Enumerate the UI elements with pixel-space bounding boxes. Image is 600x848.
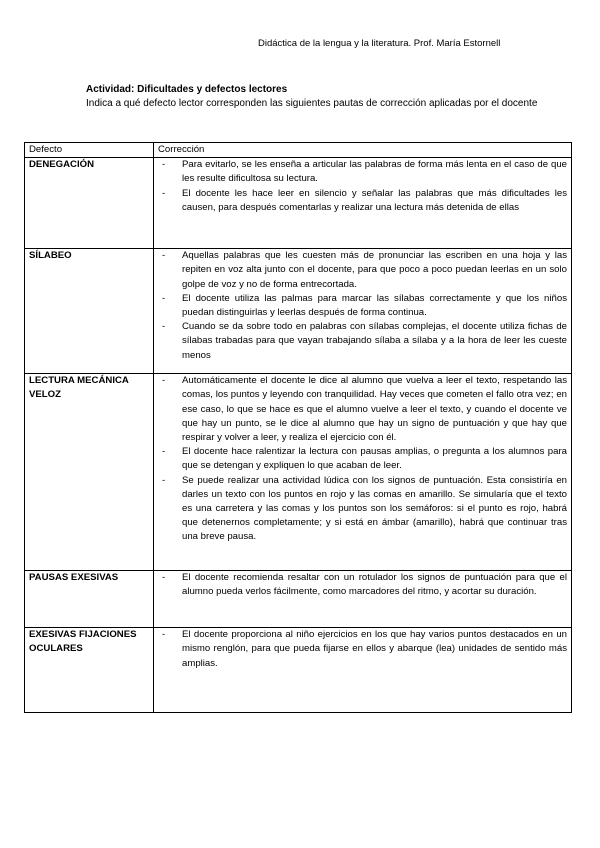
correction-item: - Se puede realizar una actividad lúdica con los signos de puntuación. Esta consistiría en darles un texto con los puntos en rojo y las comas en amarillo. Se simularía que el texto es una carretera y las comas y los puntos son los semáforos: si el punto es rojo, habrá que detenernos completamente; y si está en ámbar (amarillo), habrá que continuar tras una breve pausa. [162, 474, 567, 543]
defect-column-header: Defecto [25, 143, 154, 158]
table-row [25, 571, 572, 628]
correction-item: - El docente utiliza las palmas para marcar las sílabas correctamente y que los niños puedan distinguirlas y leerlas después de forma continua. [162, 292, 567, 319]
correction-item: - El docente les hace leer en silencio y señalar las palabras que más dificultades les causen, para después comentarlas y realizar una lectura más detenida de ellas [162, 187, 567, 213]
table-row [25, 249, 572, 374]
correction-cell [154, 374, 572, 571]
table-header-row [25, 143, 572, 158]
activity-title: Actividad: Dificultades y defectos lectores [86, 84, 288, 95]
defect-name: EXESIVAS FIJACIONES OCULARES [25, 628, 154, 713]
activity-section [86, 83, 566, 111]
defect-name: SÍLABEO [25, 249, 154, 374]
correction-item: - Cuando se da sobre todo en palabras con sílabas complejas, el docente utiliza fichas de sílabas trabadas para que vayan trabajando sílaba a sílaba y a la hora de leer les cueste menos [162, 321, 567, 361]
table-row [25, 628, 572, 713]
table-row [25, 374, 572, 571]
correction-item: - El docente hace ralentizar la lectura con pausas amplias, o pregunta a los alumnos para que se detengan y expliquen lo que acaban de leer. [162, 446, 567, 472]
correction-cell [154, 158, 572, 249]
correction-item: - Automáticamente el docente le dice al alumno que vuelva a leer el texto, respetando las comas, los puntos y leyendo con tranquilidad. Hay veces que cometen el fallo otra vez; en ese caso, lo que se hace es que el alumno vuelve a leer el texto, y cuando el docente ve que hay un punto, se le dice al alumno que hay un signo de puntuación y que hay que respirar y volver a leer, y realiza el ejercicio con él. [162, 375, 567, 444]
defects-table [24, 142, 572, 713]
table-row [25, 158, 572, 249]
defect-name: LECTURA MECÁNICA VELOZ [25, 374, 154, 571]
correction-item: - Para evitarlo, se les enseña a articular las palabras de forma más lenta en el caso de que les resulte dificultosa su lectura. [162, 159, 567, 185]
document-header: Didáctica de la lengua y la literatura. Prof. María Estornell [258, 38, 501, 49]
correction-cell [154, 628, 572, 713]
defect-name: DENEGACIÓN [25, 158, 154, 249]
defect-name: PAUSAS EXESIVAS [25, 571, 154, 628]
correction-cell [154, 571, 572, 628]
correction-item: - El docente proporciona al niño ejercicios en los que hay varios puntos destacados en un mismo renglón, para que pueda fijarse en ellos y abarque (lea) unidades de sentido más amplias. [162, 629, 567, 669]
correction-column-header: Corrección [154, 143, 572, 158]
correction-item: - El docente recomienda resaltar con un rotulador los signos de puntuación para que el alumno pueda verlos fácilmente, como marcadores del ritmo, y acortar su duración. [162, 572, 567, 598]
activity-instruction: Indica a qué defecto lector corresponden las siguientes pautas de corrección aplicadas por el docente [86, 98, 538, 109]
correction-item: - Aquellas palabras que les cuesten más de pronunciar las escriben en una hoja y las repiten en voz alta junto con el docente, para que poco a poco puedan leerlas en un solo golpe de voz y no de forma entrecortada. [162, 250, 567, 290]
correction-cell [154, 249, 572, 374]
